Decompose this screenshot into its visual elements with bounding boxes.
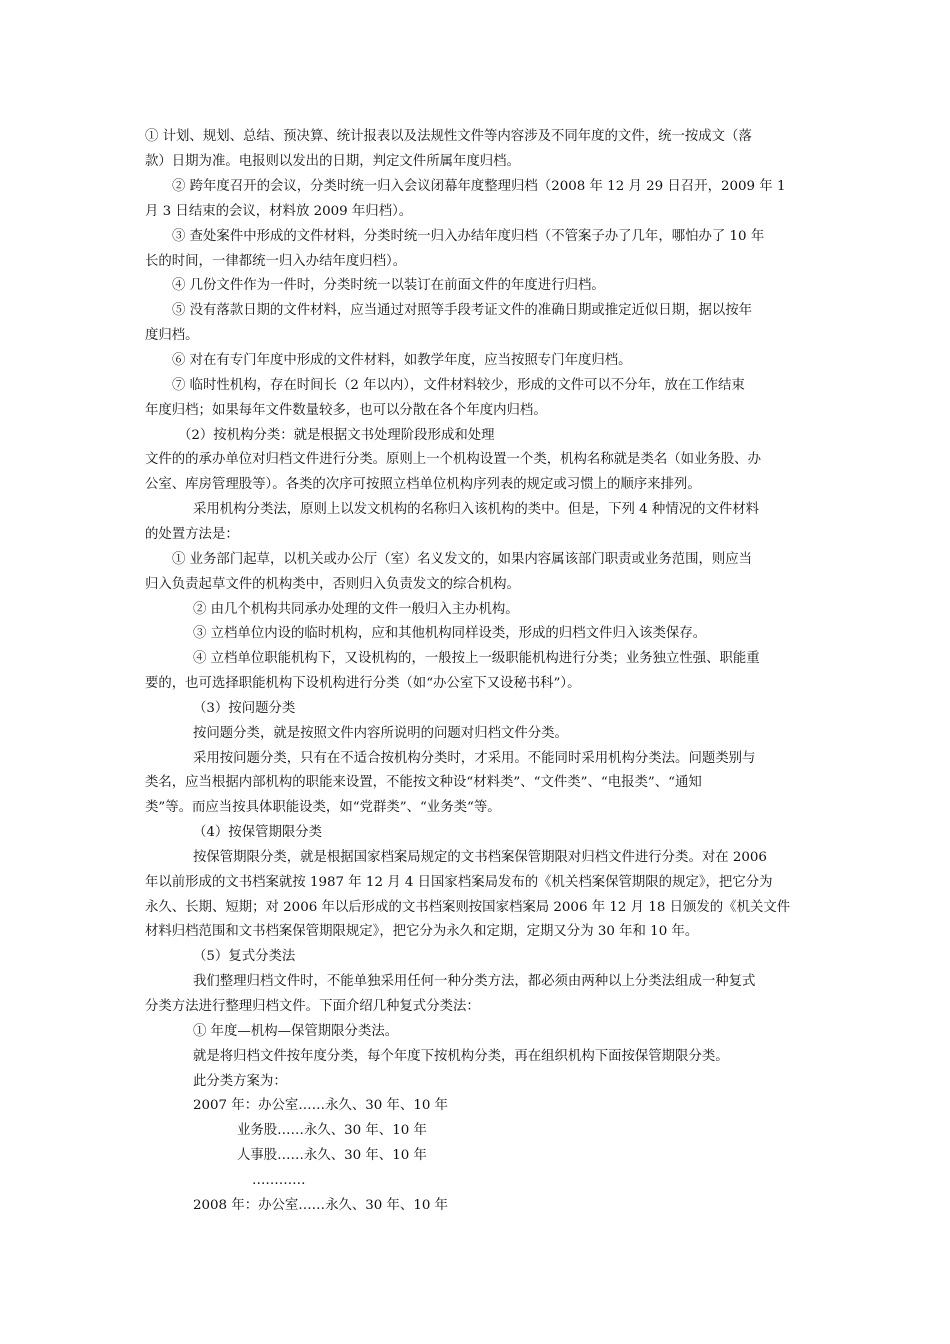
- section-heading: （4）按保管期限分类: [193, 825, 323, 840]
- section-heading: （5）复式分类法: [193, 949, 296, 964]
- scheme-ellipsis: …………: [252, 1173, 306, 1188]
- text-line: 采用按问题分类，只有在不适合按机构分类时，才采用。不能同时采用机构分类法。问题类别与: [193, 751, 756, 766]
- text-line: ⑤ 没有落款日期的文件材料，应当通过对照等手段考证文件的准确日期或推定近似日期，据以按年: [172, 303, 753, 318]
- text-line: 永久、长期、短期；对 2006 年以后形成的文书档案则按国家档案局 2006 年 12 月 18 日颁发的《机关文件: [145, 900, 791, 915]
- text-line: 按保管期限分类，就是根据国家档案局规定的文书档案保管期限对归档文件进行分类。对在 2006: [193, 850, 767, 865]
- text-line: ① 业务部门起草，以机关或办公厅（室）名义发文的，如果内容属该部门职责或业务范围，则应当: [172, 552, 753, 567]
- text-line: ① 年度—机构—保管期限分类法。: [193, 1024, 399, 1039]
- text-line: 款）日期为准。电报则以发出的日期，判定文件所属年度归档。: [145, 154, 520, 169]
- text-line: ③ 立档单位内设的临时机构，应和其他机构同样设类，形成的归档文件归入该类保存。: [193, 626, 707, 641]
- text-line: 的处置方法是：: [145, 527, 239, 542]
- scheme-line: 人事股……永久、30 年、10 年: [237, 1148, 427, 1163]
- text-line: ④ 几份文件作为一件时，分类时统一以装订在前面文件的年度进行归档。: [172, 278, 605, 293]
- text-line: 长的时间，一律都统一归入办结年度归档）。: [145, 254, 407, 269]
- text-line: 采用机构分类法，原则上以发文机构的名称归入该机构的类中。但是，下列 4 种情况的文件材料: [193, 502, 760, 517]
- text-line: 此分类方案为：: [193, 1074, 287, 1089]
- section-heading: （2）按机构分类：就是根据文书处理阶段形成和处理: [178, 428, 495, 443]
- text-line: ⑦ 临时性机构，存在时间长（2 年以内），文件材料较少，形成的文件可以不分年，放在工作结束: [172, 378, 745, 393]
- text-line: ② 跨年度召开的会议，分类时统一归入会议闭幕年度整理归档（2008 年 12 月 29 日召开，2009 年 1: [172, 179, 786, 194]
- text-line: ② 由几个机构共同承办处理的文件一般归入主办机构。: [193, 602, 519, 617]
- text-line: 度归档。: [145, 328, 199, 343]
- text-line: 类”等。而应当按具体职能设类，如“党群类”、“业务类“等。: [145, 800, 501, 815]
- text-line: 公室、库房管理股等）。各类的次序可按照立档单位机构序列表的规定或习惯上的顺序来排列。: [145, 477, 701, 492]
- text-line: 分类方法进行整理归档文件。下面介绍几种复式分类法：: [145, 999, 480, 1014]
- text-line: ⑥ 对在有专门年度中形成的文件材料，如教学年度，应当按照专门年度归档。: [172, 353, 632, 368]
- text-line: ① 计划、规划、总结、预决算、统计报表以及法规性文件等内容涉及不同年度的文件，统一按成文（落: [145, 129, 752, 144]
- text-line: 就是将归档文件按年度分类，每个年度下按机构分类，再在组织机构下面按保管期限分类。: [193, 1049, 729, 1064]
- text-line: ③ 查处案件中形成的文件材料，分类时统一归入办结年度归档（不管案子办了几年，哪怕办了 10 年: [172, 229, 765, 244]
- text-line: 按问题分类，就是按照文件内容所说明的问题对归档文件分类。: [193, 726, 568, 741]
- text-line: 要的，也可选择职能机构下设机构进行分类（如“办公室下又设秘书科”）。: [145, 676, 581, 691]
- text-line: 月 3 日结束的会议，材料放 2009 年归档）。: [145, 204, 413, 219]
- text-line: 类名，应当根据内部机构的职能来设置，不能按文种设“材料类”、“文件类”、“电报类”、“通知: [145, 775, 702, 790]
- text-line: 材料归档范围和文书档案保管期限规定》，把它分为永久和定期，定期又分为 30 年和 10 年。: [145, 924, 699, 939]
- text-line: 年以前形成的文书档案就按 1987 年 12 月 4 日国家档案局发布的《机关档案保管期限的规定》，把它分为: [145, 875, 773, 890]
- scheme-line: 2008 年：办公室……永久、30 年、10 年: [193, 1198, 449, 1213]
- scheme-line: 2007 年：办公室……永久、30 年、10 年: [193, 1098, 449, 1113]
- text-line: 归入负责起草文件的机构类中，否则归入负责发文的综合机构。: [145, 577, 520, 592]
- text-line: ④ 立档单位职能机构下，又设机构的，一般按上一级职能机构进行分类；业务独立性强、职能重: [193, 651, 760, 666]
- text-line: 文件的的承办单位对归档文件进行分类。原则上一个机构设置一个类，机构名称就是类名（如业务股、办: [145, 452, 761, 467]
- text-line: 我们整理归档文件时，不能单独采用任何一种分类方法，都必须由两种以上分类法组成一种复式: [193, 974, 756, 989]
- scheme-line: 业务股……永久、30 年、10 年: [237, 1123, 427, 1138]
- section-heading: （3）按问题分类: [193, 701, 296, 716]
- text-line: 年度归档；如果每年文件数量较多，也可以分散在各个年度内归档。: [145, 403, 547, 418]
